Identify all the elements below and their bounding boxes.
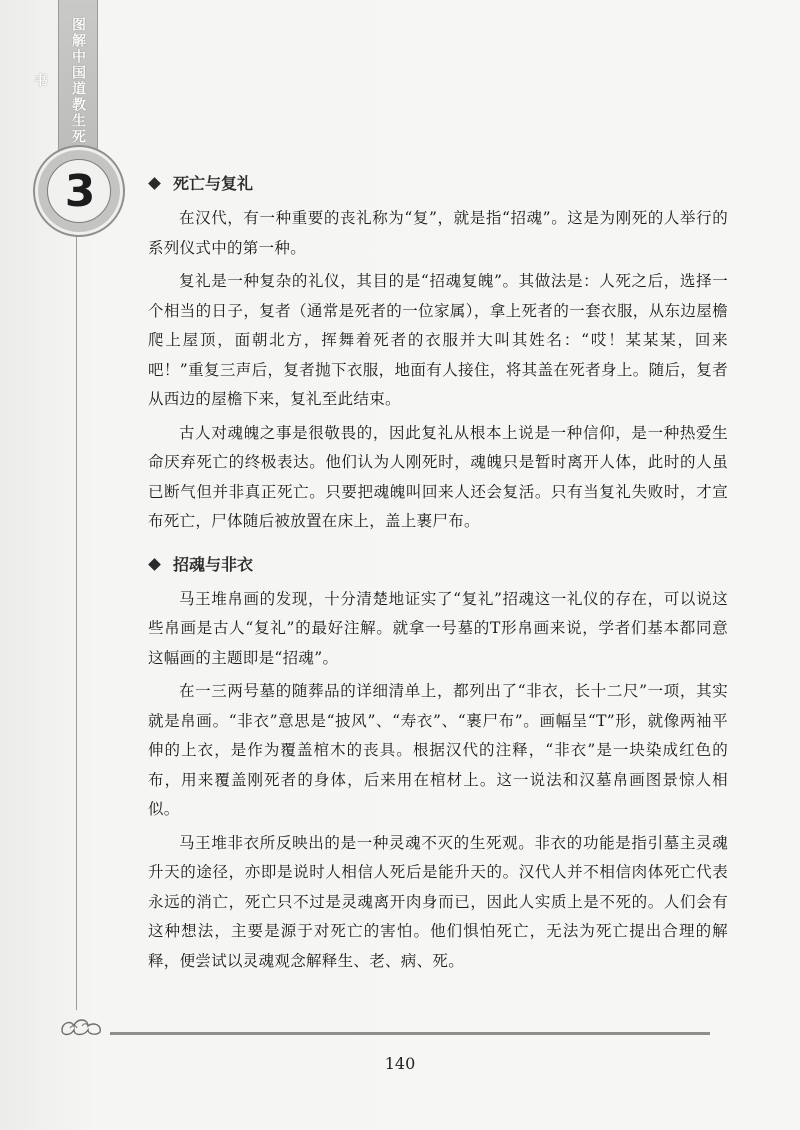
paragraph: 马王堆帛画的发现，十分清楚地证实了“复礼”招魂这一礼仪的存在，可以说这些帛画是古人“复礼”的最好注解。就拿一号墓的T形帛画来说，学者们基本都同意这幅画的主题即是“招魂”。 xyxy=(148,589,728,667)
paragraph: 在一三两号墓的随葬品的详细清单上，都列出了“非衣，长十二尺”一项，其实就是帛画。“非衣”意思是“披风”、“寿衣”、“裹尸布”。画幅呈“T”形，就像两袖平伸的上衣，是作为覆盖棺木的丧具。根据汉代的注释，“非衣”是一块染成红色的布，用来覆盖刚死者的身体，后来用在棺材上。这一说法和汉墓帛画图景惊人相似。 xyxy=(148,682,728,818)
main-content xyxy=(148,172,728,980)
section-heading-text: 招魂与非衣 xyxy=(173,554,254,574)
book-title: 图解中国道教生死书 xyxy=(32,17,86,145)
section-heading xyxy=(148,553,728,577)
margin-rule xyxy=(76,230,77,1010)
page-number: 140 xyxy=(384,1054,416,1073)
paragraph: 马王堆非衣所反映出的是一种灵魂不灭的生死观。非衣的功能是指引墓主灵魂升天的途径，亦即是说时人相信人死后是能升天的。汉代人并不相信肉体死亡代表永远的消亡，死亡只不过是灵魂离开肉身而已，因此人实质上是不死的。人们会有这种想法，主要是源于对死亡的害怕。他们惧怕死亡，无法为死亡提出合理的解释，便尝试以灵魂观念解释生、老、病、死。 xyxy=(148,833,728,970)
paragraph: 古人对魂魄之事是很敬畏的，因此复礼从根本上说是一种信仰，是一种热爱生命厌弃死亡的终极表达。他们认为人刚死时，魂魄只是暂时离开人体，此时的人虽已断气但并非真正死亡。只要把魂魄叫回来人还会复活。只有当复礼失败时，才宣布死亡，尸体随后被放置在床上，盖上裹尸布。 xyxy=(148,423,728,530)
paragraph: 在汉代，有一种重要的丧礼称为“复”，就是指“招魂”。这是为刚死的人举行的系列仪式中的第一种。 xyxy=(148,209,728,257)
book-spine-tab xyxy=(32,0,98,150)
chapter-number: 3 xyxy=(64,166,96,217)
chapter-badge-inner xyxy=(47,159,111,223)
cloud-scroll-icon xyxy=(58,1010,108,1040)
footer-rule xyxy=(110,1032,710,1035)
diamond-bullet-icon xyxy=(148,558,161,571)
diamond-bullet-icon xyxy=(148,177,161,190)
chapter-badge xyxy=(38,150,120,232)
section-heading xyxy=(148,172,728,196)
section-heading-text: 死亡与复礼 xyxy=(173,174,254,193)
paragraph: 复礼是一种复杂的礼仪，其目的是“招魂复魄”。其做法是：人死之后，选择一个相当的日子，复者（通常是死者的一位家属），拿上死者的一套衣服，从东边屋檐爬上屋顶，面朝北方，挥舞着死者的衣服并大叫其姓名：“哎！某某某，回来吧！”重复三声后，复者抛下衣服，地面有人接住，将其盖在死者身上。随后，复者从西边的屋檐下来，复礼至此结束。 xyxy=(148,272,728,408)
